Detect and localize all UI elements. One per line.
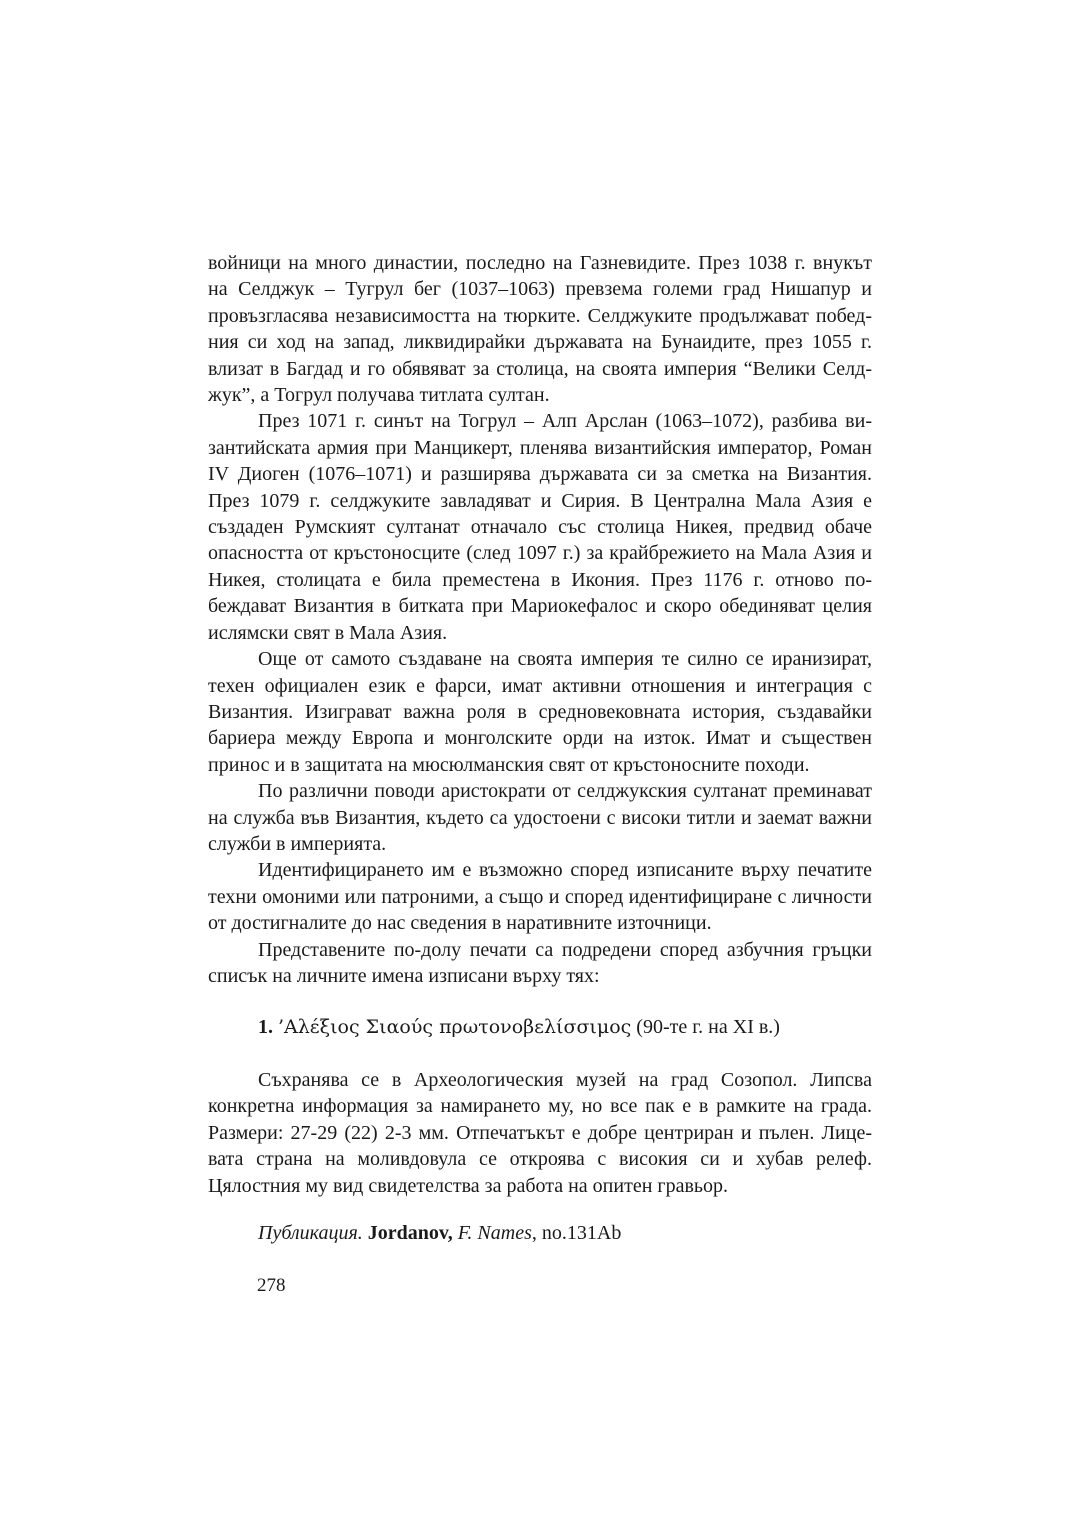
publication-work: F. Names	[457, 1222, 532, 1244]
page-body	[208, 250, 872, 1244]
paragraph-1: войници на много династии, последно на Газневидите. През 1038 г. внукът на Селджук – Тугрул бег (1037–1063) превзема големи град Нишапур и провъзгласява независимостта на тюрките. Селджуките продължават победния си ход на запад, ликвидирайки държавата на Бунаидите, през 1055 г. влизат в Багдад и го обявяват за столица, на своята империя “Велики Селджук”, а Тогрул получава титлата султан.	[208, 252, 872, 407]
entry-greek-name: ’Αλέξιος Σιαούς πρωτονοβελίσσιμος	[278, 1016, 632, 1038]
paragraph-5: Идентифицирането им е възможно според изписаните върху печатите техни омоними или патроними, а също и според идентифициране с личности от достигналите до нас сведения в наративните източници.	[208, 859, 872, 935]
publication-ref: , no.131Ab	[531, 1222, 622, 1244]
paragraph-4: По различни поводи аристократи от селджукския султанат преминават на служба във Византия, където са удостоени с високи титли и заемат важни служби в империята.	[208, 780, 872, 855]
paragraph-6: Представените по-долу печати са подредени според азбучния гръцки списък на личните имена изписани върху тях:	[208, 938, 872, 987]
page-number: 278	[257, 1275, 286, 1296]
publication-label: Публикация.	[258, 1222, 363, 1244]
publication-author: Jordanov,	[367, 1222, 453, 1244]
entry-heading	[258, 1014, 780, 1040]
publication-line	[258, 1220, 621, 1246]
paragraph-3: Още от самото създаване на своята империя те силно се иранизират, техен официален език е фарси, имат активни отношения и интеграция с Византия. Изиграват важна роля в средновековната история, създавайки бариера между Европа и монголските орди на изток. Имат и съществен принос и в защитата на мюсюлманския свят от кръстоносните походи.	[208, 648, 872, 776]
entry-description: Съхранява се в Археологическия музей на град Созопол. Липсва конкретна информация за намирането му, но все пак е в рамките на града. Размери: 27-29 (22) 2-3 мм. Отпечатъкът е добре центриран и пълен. Лицевата страна на моливдовула се откроява с високия си и хубав релеф. Цялостния му вид свидетелства за работа на опитен гравьор.	[208, 1069, 872, 1197]
entry-date: (90-те г. на XI в.)	[636, 1016, 780, 1038]
entry-number: 1.	[258, 1016, 273, 1038]
paragraph-2: През 1071 г. синът на Тогрул – Алп Арслан (1063–1072), разбива византийската армия при Манцикерт, пленява византийския император, Роман IV Диоген (1076–1071) и разширява държавата си за сметка на Византия. През 1079 г. селджуките завладяват и Сирия. В Централна Мала Азия е създаден Румският султанат отначало със столица Никея, предвид обаче опасността от кръстоносците (след 1097 г.) за крайбрежието на Мала Азия и Никея, столицата е била преместена в Икония. През 1176 г. отново побеждават Византия в битката при Мариокефалос и скоро обединяват целия ислямски свят в Мала Азия.	[208, 410, 872, 644]
